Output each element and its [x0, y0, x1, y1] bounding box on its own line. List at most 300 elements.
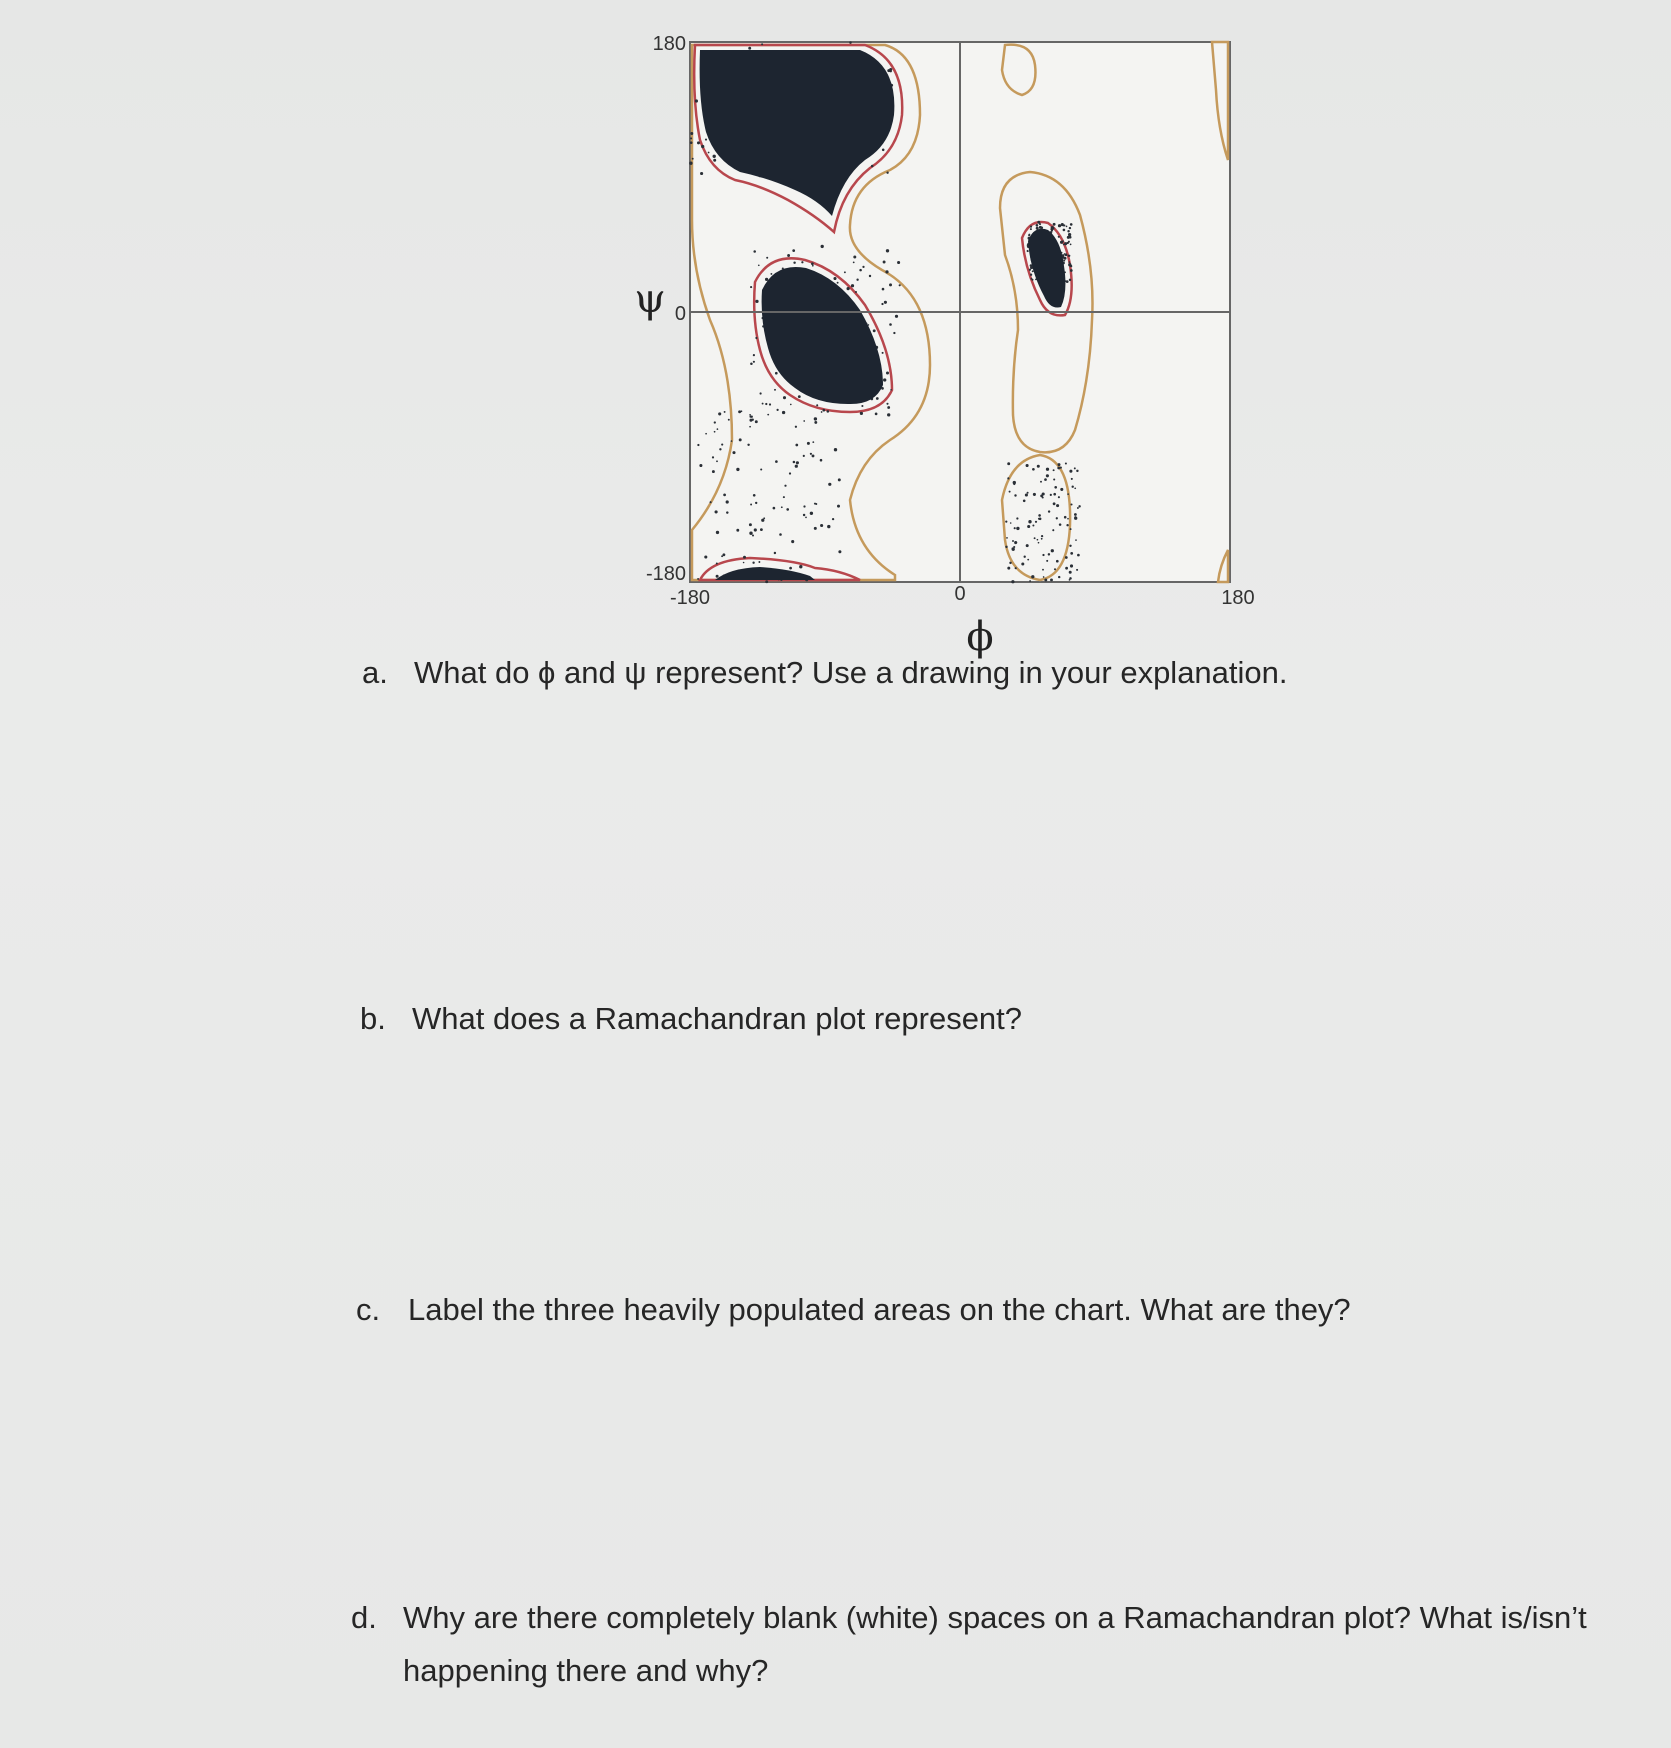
scatter-point [697, 578, 699, 580]
scatter-point [1077, 554, 1080, 557]
scatter-point [801, 261, 803, 263]
scatter-point [760, 528, 763, 531]
scatter-point [721, 555, 723, 557]
scatter-point [860, 412, 863, 415]
question-text: Why are there completely blank (white) spaces on a Ramachandran plot? What is/isn’t happening there and why? [403, 1600, 1587, 1688]
scatter-point [1065, 462, 1067, 464]
scatter-point [726, 511, 728, 513]
scatter-point [773, 507, 776, 510]
scatter-point [832, 518, 834, 520]
scatter-point [732, 451, 735, 454]
scatter-point [859, 269, 862, 272]
scatter-point [714, 421, 716, 423]
scatter-point [1046, 560, 1048, 562]
scatter-point [899, 284, 901, 286]
scatter-point [1050, 578, 1053, 581]
scatter-point [1044, 478, 1047, 481]
scatter-point [873, 329, 876, 332]
scatter-point [1046, 468, 1049, 471]
scatter-point [827, 410, 830, 413]
x-tick-label: -180 [669, 587, 711, 609]
scatter-point [761, 519, 764, 522]
scatter-point [1032, 270, 1034, 272]
scatter-point [752, 535, 754, 537]
scatter-point [1037, 539, 1039, 541]
scatter-point [1063, 244, 1065, 246]
scatter-point [1012, 547, 1014, 549]
question-text: Label the three heavily populated areas on the chart. What are they? [408, 1292, 1351, 1327]
scatter-point [1076, 569, 1078, 571]
scatter-point [761, 43, 763, 45]
scatter-point [762, 403, 764, 405]
scatter-point [1075, 539, 1077, 541]
scatter-point [1069, 571, 1072, 574]
scatter-point [1050, 494, 1052, 496]
scatter-point [789, 472, 791, 474]
scatter-point [1035, 521, 1037, 523]
scatter-point [1058, 496, 1060, 498]
scatter-point [1065, 567, 1068, 570]
scatter-point [705, 433, 707, 435]
scatter-point [895, 315, 898, 318]
scatter-point [1029, 269, 1031, 271]
scatter-point [1021, 562, 1024, 565]
scatter-point [716, 562, 718, 564]
scatter-point [803, 420, 805, 422]
scatter-point [855, 291, 857, 293]
scatter-point [739, 438, 742, 441]
scatter-point [690, 137, 692, 139]
question-marker: a. [362, 655, 388, 690]
scatter-point [774, 552, 776, 554]
scatter-point [783, 496, 785, 498]
scatter-point [886, 249, 889, 252]
scatter-point [736, 468, 739, 471]
scatter-point [876, 397, 879, 400]
scatter-point [718, 412, 721, 415]
scatter-point [1053, 502, 1056, 505]
scatter-point [805, 517, 807, 519]
scatter-point [882, 149, 885, 152]
scatter-point [789, 567, 792, 570]
scatter-point [1030, 228, 1032, 230]
scatter-point [884, 301, 887, 304]
scatter-point [1007, 477, 1009, 479]
scatter-point [856, 279, 858, 281]
scatter-point [1014, 527, 1016, 529]
scatter-point [795, 465, 798, 468]
scatter-point [821, 411, 823, 413]
scatter-point [736, 529, 739, 532]
scatter-point [886, 172, 888, 174]
scatter-point [803, 455, 805, 457]
scatter-point [708, 152, 710, 154]
scatter-point [1057, 467, 1060, 470]
scatter-point [1041, 227, 1044, 230]
scatter-point [1023, 500, 1026, 503]
scatter-point [1069, 261, 1071, 263]
scatter-point [1042, 492, 1045, 495]
scatter-point [749, 532, 752, 535]
scatter-point [792, 249, 795, 252]
scatter-point [851, 284, 854, 287]
scatter-point [1037, 465, 1040, 468]
scatter-point [716, 460, 718, 462]
scatter-point [1074, 467, 1076, 469]
scatter-point [1070, 265, 1072, 267]
scatter-point [1005, 521, 1007, 523]
scatter-point [887, 69, 890, 72]
scatter-point [1069, 470, 1072, 473]
scatter-point [828, 483, 831, 486]
scatter-point [807, 442, 810, 445]
scatter-point [1027, 559, 1029, 561]
scatter-point [776, 409, 778, 411]
scatter-point [724, 411, 726, 413]
scatter-point [750, 286, 752, 288]
scatter-point [1042, 569, 1044, 571]
scatter-point [790, 404, 792, 406]
scatter-point [1038, 542, 1040, 544]
scatter-point [889, 323, 892, 326]
scatter-point [827, 525, 830, 528]
scatter-point [713, 155, 716, 158]
scatter-point [1069, 579, 1071, 581]
scatter-point [1026, 464, 1029, 467]
question-marker: d. [351, 1600, 377, 1635]
scatter-point [1053, 478, 1055, 480]
scatter-point [1064, 516, 1067, 519]
scatter-point [721, 444, 723, 446]
x-tick-label: 180 [1221, 587, 1255, 609]
scatter-point [1069, 227, 1071, 229]
scatter-point [1039, 517, 1042, 520]
scatter-point [754, 528, 757, 531]
scatter-point [810, 453, 812, 455]
scatter-point [810, 512, 813, 515]
scatter-point [853, 262, 855, 264]
scatter-point [849, 41, 851, 43]
scatter-point [758, 264, 760, 266]
scatter-point [1060, 466, 1062, 468]
scatter-point [743, 562, 745, 564]
scatter-point [770, 273, 772, 275]
question-marker: b. [360, 1001, 386, 1036]
scatter-point [747, 444, 749, 446]
x-tick-label: 0 [954, 583, 966, 605]
scatter-point [705, 139, 707, 141]
scatter-point [1038, 514, 1041, 517]
scatter-point [753, 361, 755, 363]
question-d [351, 1591, 1601, 1697]
scatter-point [1063, 224, 1065, 226]
scatter-point [1056, 504, 1059, 507]
scatter-point [887, 406, 890, 409]
scatter-point [1036, 227, 1039, 230]
scatter-point [710, 501, 712, 503]
scatter-point [889, 283, 892, 286]
scatter-point [1058, 463, 1061, 466]
scatter-point [1005, 546, 1007, 548]
scatter-point [795, 444, 798, 447]
scatter-point [1066, 226, 1068, 228]
scatter-point [717, 428, 719, 430]
scatter-point [701, 145, 704, 148]
scatter-point [689, 162, 692, 165]
scatter-point [837, 505, 840, 508]
scatter-point [755, 300, 758, 303]
scatter-point [1007, 567, 1010, 570]
scatter-point [692, 158, 694, 160]
scatter-point [1054, 568, 1056, 570]
scatter-point [1041, 535, 1043, 537]
y-tick-label: 0 [674, 303, 686, 325]
scatter-point [1044, 579, 1047, 582]
scatter-point [812, 441, 814, 443]
scatter-point [1036, 224, 1039, 227]
scatter-point [1032, 468, 1035, 471]
scatter-point [1046, 474, 1049, 477]
scatter-point [1054, 486, 1057, 489]
scatter-point [1006, 537, 1008, 539]
scatter-point [753, 250, 756, 253]
scatter-point [1072, 486, 1074, 488]
scatter-point [1078, 505, 1080, 507]
ramachandran-plot [620, 20, 1280, 660]
scatter-point [882, 288, 885, 291]
scatter-point [1010, 522, 1012, 524]
scatter-point [1016, 527, 1019, 530]
scatter-point [726, 500, 729, 503]
scatter-point [1028, 234, 1030, 236]
scatter-point [1016, 517, 1018, 519]
scatter-point [1060, 488, 1063, 491]
scatter-point [1068, 233, 1071, 236]
scatter-point [885, 270, 888, 273]
scatter-point [1069, 545, 1071, 547]
scatter-point [1015, 567, 1017, 569]
scatter-point [1066, 524, 1068, 526]
scatter-point [1066, 280, 1069, 283]
scatter-point [1051, 226, 1054, 229]
scatter-point [1076, 470, 1078, 472]
scatter-point [760, 392, 762, 394]
scatter-point [1027, 492, 1029, 494]
scatter-point [897, 261, 900, 264]
scatter-point [750, 363, 753, 366]
scatter-point [1039, 223, 1041, 225]
scatter-point [823, 409, 826, 412]
scatter-point [755, 337, 757, 339]
scatter-point [816, 404, 818, 406]
scatter-point [1067, 230, 1069, 232]
scatter-point [1025, 493, 1028, 496]
scatter-point [719, 448, 721, 450]
scatter-point [1030, 274, 1032, 276]
scatter-point [837, 282, 839, 284]
scatter-point [748, 47, 751, 50]
scatter-point [798, 395, 801, 398]
scatter-point [1032, 524, 1034, 526]
scatter-point [765, 403, 767, 405]
scatter-point [814, 527, 817, 530]
scatter-point [716, 531, 719, 534]
scatter-point [700, 172, 703, 175]
scatter-point [723, 494, 726, 497]
scatter-point [811, 262, 814, 265]
scatter-point [774, 389, 776, 391]
scatter-point [838, 478, 841, 481]
scatter-point [728, 419, 730, 421]
scatter-point [787, 254, 790, 257]
scatter-point [749, 414, 751, 416]
scatter-point [893, 332, 895, 334]
scatter-point [881, 303, 883, 305]
scatter-point [716, 575, 719, 578]
question-b [360, 992, 1022, 1045]
question-text: What does a Ramachandran plot represent? [412, 1001, 1023, 1036]
scatter-point [1026, 544, 1029, 547]
scatter-point [1058, 576, 1060, 578]
scatter-point [882, 352, 884, 354]
scatter-point [1042, 554, 1044, 556]
scatter-point [782, 411, 785, 414]
scatter-point [1070, 223, 1073, 226]
scatter-point [1070, 528, 1072, 530]
scatter-point [869, 275, 871, 277]
scatter-point [821, 525, 823, 527]
scatter-point [1058, 224, 1061, 227]
scatter-point [1065, 556, 1068, 559]
scatter-point [699, 464, 702, 467]
scatter-point [775, 460, 778, 463]
scatter-point [1070, 244, 1072, 246]
scatter-point [883, 378, 886, 381]
question-c [356, 1283, 1351, 1336]
scatter-point [861, 405, 863, 407]
scatter-point [1034, 537, 1036, 539]
scatter-point [767, 414, 769, 416]
scatter-point [753, 354, 755, 356]
scatter-point [796, 461, 799, 464]
scatter-point [1064, 257, 1067, 260]
scatter-point [749, 416, 751, 418]
scatter-point [1011, 580, 1014, 583]
scatter-point [795, 426, 797, 428]
scatter-point [844, 271, 846, 273]
scatter-point [814, 417, 817, 420]
scatter-point [1007, 462, 1010, 465]
scatter-point [1052, 529, 1054, 531]
scatter-point [1067, 518, 1069, 520]
scatter-point [714, 431, 716, 433]
scatter-point [1064, 260, 1066, 262]
scatter-point [697, 444, 699, 446]
scatter-point [1063, 229, 1066, 232]
scatter-point [1028, 520, 1031, 523]
scatter-point [758, 561, 760, 563]
scatter-point [1009, 491, 1011, 493]
scatter-point [712, 470, 715, 473]
scatter-point [1068, 255, 1070, 257]
scatter-point [1070, 564, 1073, 567]
scatter-point [1053, 469, 1055, 471]
scatter-point [791, 540, 794, 543]
scatter-point [1013, 483, 1015, 485]
scatter-point [769, 403, 771, 405]
scatter-point [1077, 507, 1079, 509]
y-tick-label: -180 [645, 563, 686, 585]
scatter-point [883, 261, 886, 264]
scatter-point [783, 396, 786, 399]
scatter-point [833, 277, 836, 280]
scatter-point [753, 494, 756, 497]
scatter-point [1031, 278, 1033, 280]
scatter-point [743, 556, 746, 559]
scatter-point [713, 159, 716, 162]
scatter-point [731, 440, 733, 442]
scatter-point [862, 266, 864, 268]
scatter-point [1027, 525, 1030, 528]
scatter-point [1056, 560, 1059, 563]
scatter-point [1009, 562, 1011, 564]
scatter-point [1014, 541, 1017, 544]
scatter-point [820, 459, 823, 462]
scatter-point [752, 562, 754, 564]
scatter-point [803, 505, 805, 507]
scatter-point [697, 141, 700, 144]
scatter-point [886, 372, 889, 375]
scatter-point [1048, 553, 1050, 555]
question-marker: c. [356, 1292, 381, 1327]
scatter-point [834, 448, 837, 451]
scatter-point [1065, 253, 1068, 256]
scatter-point [871, 165, 874, 168]
scatter-point [695, 99, 698, 102]
scatter-point [786, 508, 789, 511]
scatter-point [1074, 516, 1076, 518]
scatter-point [715, 510, 718, 513]
x-axis-label: ϕ [966, 614, 994, 660]
scatter-point [812, 454, 815, 457]
scatter-point [1058, 236, 1060, 238]
scatter-point [1068, 241, 1070, 243]
scatter-point [1012, 540, 1014, 542]
scatter-point [1014, 494, 1016, 496]
scatter-point [765, 580, 768, 583]
scatter-point [690, 132, 693, 135]
scatter-point [793, 461, 796, 464]
scatter-point [755, 502, 757, 504]
scatter-point [738, 410, 741, 413]
scatter-point [1069, 279, 1071, 281]
scatter-point [1056, 517, 1058, 519]
scatter-point [766, 257, 768, 259]
scatter-point [1048, 510, 1050, 512]
scatter-point [814, 503, 816, 505]
scatter-point [1041, 538, 1043, 540]
scatter-point [1030, 225, 1032, 227]
scatter-point [1053, 223, 1056, 226]
scatter-point [803, 514, 805, 516]
scatter-point [793, 261, 795, 263]
scatter-point [1067, 493, 1069, 495]
scatter-point [1051, 549, 1054, 552]
scatter-point [755, 420, 758, 423]
scatter-point [1070, 269, 1073, 272]
scatter-point [779, 533, 782, 536]
scatter-point [1070, 503, 1072, 505]
